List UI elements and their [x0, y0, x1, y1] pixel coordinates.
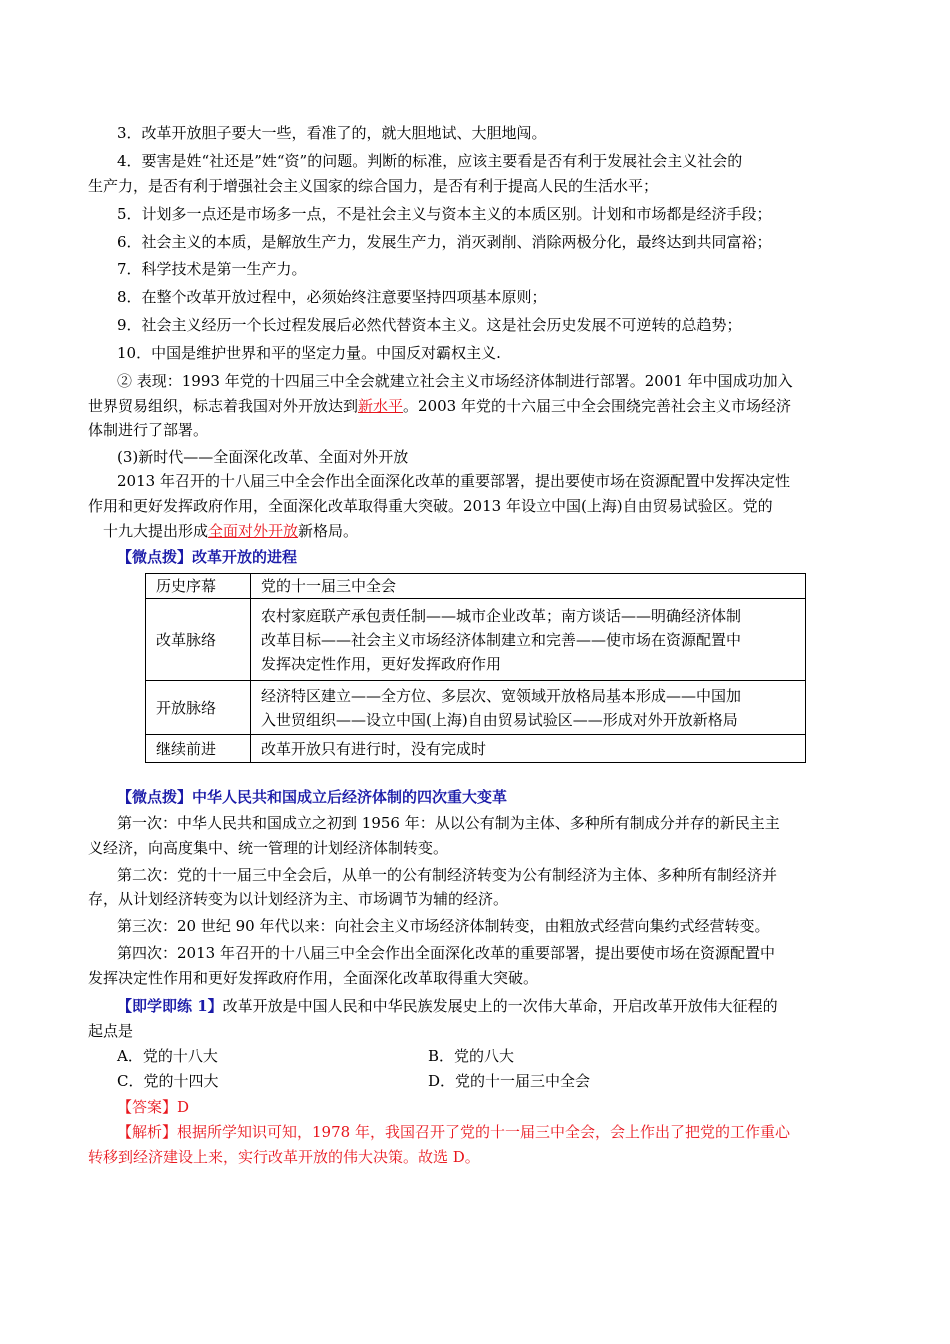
list-item-8: 8．在整个改革开放过程中，必须始终注意要坚持四项基本原则；: [117, 288, 547, 306]
tip-tag: 【微点拨】: [117, 548, 193, 566]
analysis-tag: 【解析】: [117, 1123, 178, 1141]
table-cell-line: 入世贸组织——设立中国(上海)自由贸易试验区——形成对外开放新格局: [261, 710, 738, 729]
tip-title: 改革开放的进程: [192, 548, 298, 566]
highlight-full-opening: 全面对外开放: [208, 522, 299, 540]
new-era-line-3: [103, 520, 358, 542]
table-row: [146, 681, 806, 735]
table-row: [146, 574, 806, 599]
performance-text: 。2003 年党的十六届三中全会围绕完善社会主义市场经济: [403, 397, 791, 415]
table-row-content: [251, 735, 806, 763]
list-item-3: 3．改革开放胆子要大一些，看准了的，就大胆地试、大胆地闯。: [117, 124, 547, 142]
answer: 【答案】D: [117, 1098, 190, 1116]
analysis-text: 根据所学知识可知，1978 年，我国召开了党的十一届三中全会，会上作出了把党的工作重心: [177, 1123, 790, 1141]
performance-line-1: ② 表现：1993 年党的十四届三中全会就建立社会主义市场经济体制进行部署。2001 年中国成功加入: [117, 372, 793, 390]
analysis-line-1: [117, 1121, 790, 1143]
list-item-9: 9．社会主义经历一个长过程发展后必然代替资本主义。这是社会历史发展不可逆转的总趋势；: [117, 316, 742, 334]
change-line-2: 义经济，向高度集中、统一管理的计划经济体制转变。: [88, 839, 449, 857]
change-line-4: 存，从计划经济转变为以计划经济为主、市场调节为辅的经济。: [88, 890, 509, 908]
list-item-6: 6．社会主义的本质，是解放生产力，发展生产力，消灭剥削、消除两极分化，最终达到共同富裕；: [117, 233, 772, 251]
list-item-10: 10．中国是维护世界和平的坚定力量。中国反对霸权主义.: [117, 344, 501, 362]
reform-process-table: [145, 573, 806, 763]
table-cell-line: 农村家庭联产承包责任制——城市企业改革；南方谈话——明确经济体制: [261, 606, 742, 625]
table-cell-line: 改革开放只有进行时，没有完成时: [261, 739, 487, 758]
highlight-new-level: 新水平: [358, 397, 404, 415]
change-line-6: 第四次：2013 年召开的十八届三中全会作出全面深化改革的重要部署，提出要使市场在资源配置中: [117, 944, 775, 962]
option-b: B．党的八大: [428, 1047, 515, 1065]
list-item-4: 4．要害是姓“社还是”姓“资”的问题。判断的标准，应该主要看是否有利于发展社会主义社会的: [117, 152, 743, 170]
table-cell-line: 经济特区建立——全方位、多层次、宽领域开放格局基本形成——中国加: [261, 686, 742, 705]
new-era-line-1: 2013 年召开的十八届三中全会作出全面深化改革的重要部署，提出要使市场在资源配置中发挥决定性: [117, 472, 790, 490]
new-era-text: 新格局。: [298, 522, 359, 540]
tip-heading-process: [117, 546, 297, 568]
option-a: A．党的十八大: [117, 1047, 218, 1065]
list-item-7: 7．科学技术是第一生产力。: [117, 260, 307, 278]
table-row-content: [251, 599, 806, 681]
change-line-3: 第二次：党的十一届三中全会后，从单一的公有制经济转变为公有制经济为主体、多种所有制经济并: [117, 866, 778, 884]
exercise-question-line-1: [117, 995, 778, 1017]
table-cell-line: 改革目标——社会主义市场经济体制建立和完善——使市场在资源配置中: [261, 630, 742, 649]
table-row-head: 改革脉络: [146, 599, 251, 681]
change-line-5: 第三次：20 世纪 90 年代以来：向社会主义市场经济体制转变，由粗放式经营向集约式经营转变。: [117, 917, 770, 935]
exercise-tag: 【即学即练 1】: [117, 997, 223, 1015]
option-c: C．党的十四大: [117, 1072, 219, 1090]
table-row-head: 历史序幕: [146, 574, 251, 599]
table-row: [146, 735, 806, 763]
exercise-question-line-2: 起点是: [88, 1022, 134, 1040]
new-era-text: 十九大提出形成: [103, 522, 209, 540]
table-row-content: [251, 574, 806, 599]
performance-line-2: [88, 395, 791, 417]
list-item-5: 5．计划多一点还是市场多一点，不是社会主义与资本主义的本质区别。计划和市场都是经济手段；: [117, 205, 772, 223]
table-row-head: 继续前进: [146, 735, 251, 763]
new-era-line-2: 作用和更好发挥政府作用，全面深化改革取得重大突破。2013 年设立中国(上海)自由贸易试验区。党的: [88, 497, 773, 515]
tip-heading-four-changes: 【微点拨】中华人民共和国成立后经济体制的四次重大变革: [117, 788, 508, 806]
change-line-7: 发挥决定性作用和更好发挥政府作用，全面深化改革取得重大突破。: [88, 969, 539, 987]
table-cell-line: 党的十一届三中全会: [261, 577, 397, 595]
performance-text: 世界贸易组织，标志着我国对外开放达到: [88, 397, 359, 415]
performance-line-3: 体制进行了部署。: [88, 421, 209, 439]
list-item-4-cont: 生产力，是否有利于增强社会主义国家的综合国力，是否有利于提高人民的生活水平；: [88, 177, 659, 195]
table-row: [146, 599, 806, 681]
new-era-heading: (3)新时代——全面深化改革、全面对外开放: [117, 448, 409, 466]
table-row-head: 开放脉络: [146, 681, 251, 735]
option-d: D．党的十一届三中全会: [428, 1072, 591, 1090]
table-row-content: [251, 681, 806, 735]
analysis-line-2: 转移到经济建设上来，实行改革开放的伟大决策。故选 D。: [88, 1148, 480, 1166]
table-cell-line: 发挥决定性作用，更好发挥政府作用: [261, 654, 502, 673]
exercise-question: 改革开放是中国人民和中华民族发展史上的一次伟大革命，开启改革开放伟大征程的: [222, 997, 778, 1015]
change-line-1: 第一次：中华人民共和国成立之初到 1956 年：从以公有制为主体、多种所有制成分并存的新民主主: [117, 814, 780, 832]
